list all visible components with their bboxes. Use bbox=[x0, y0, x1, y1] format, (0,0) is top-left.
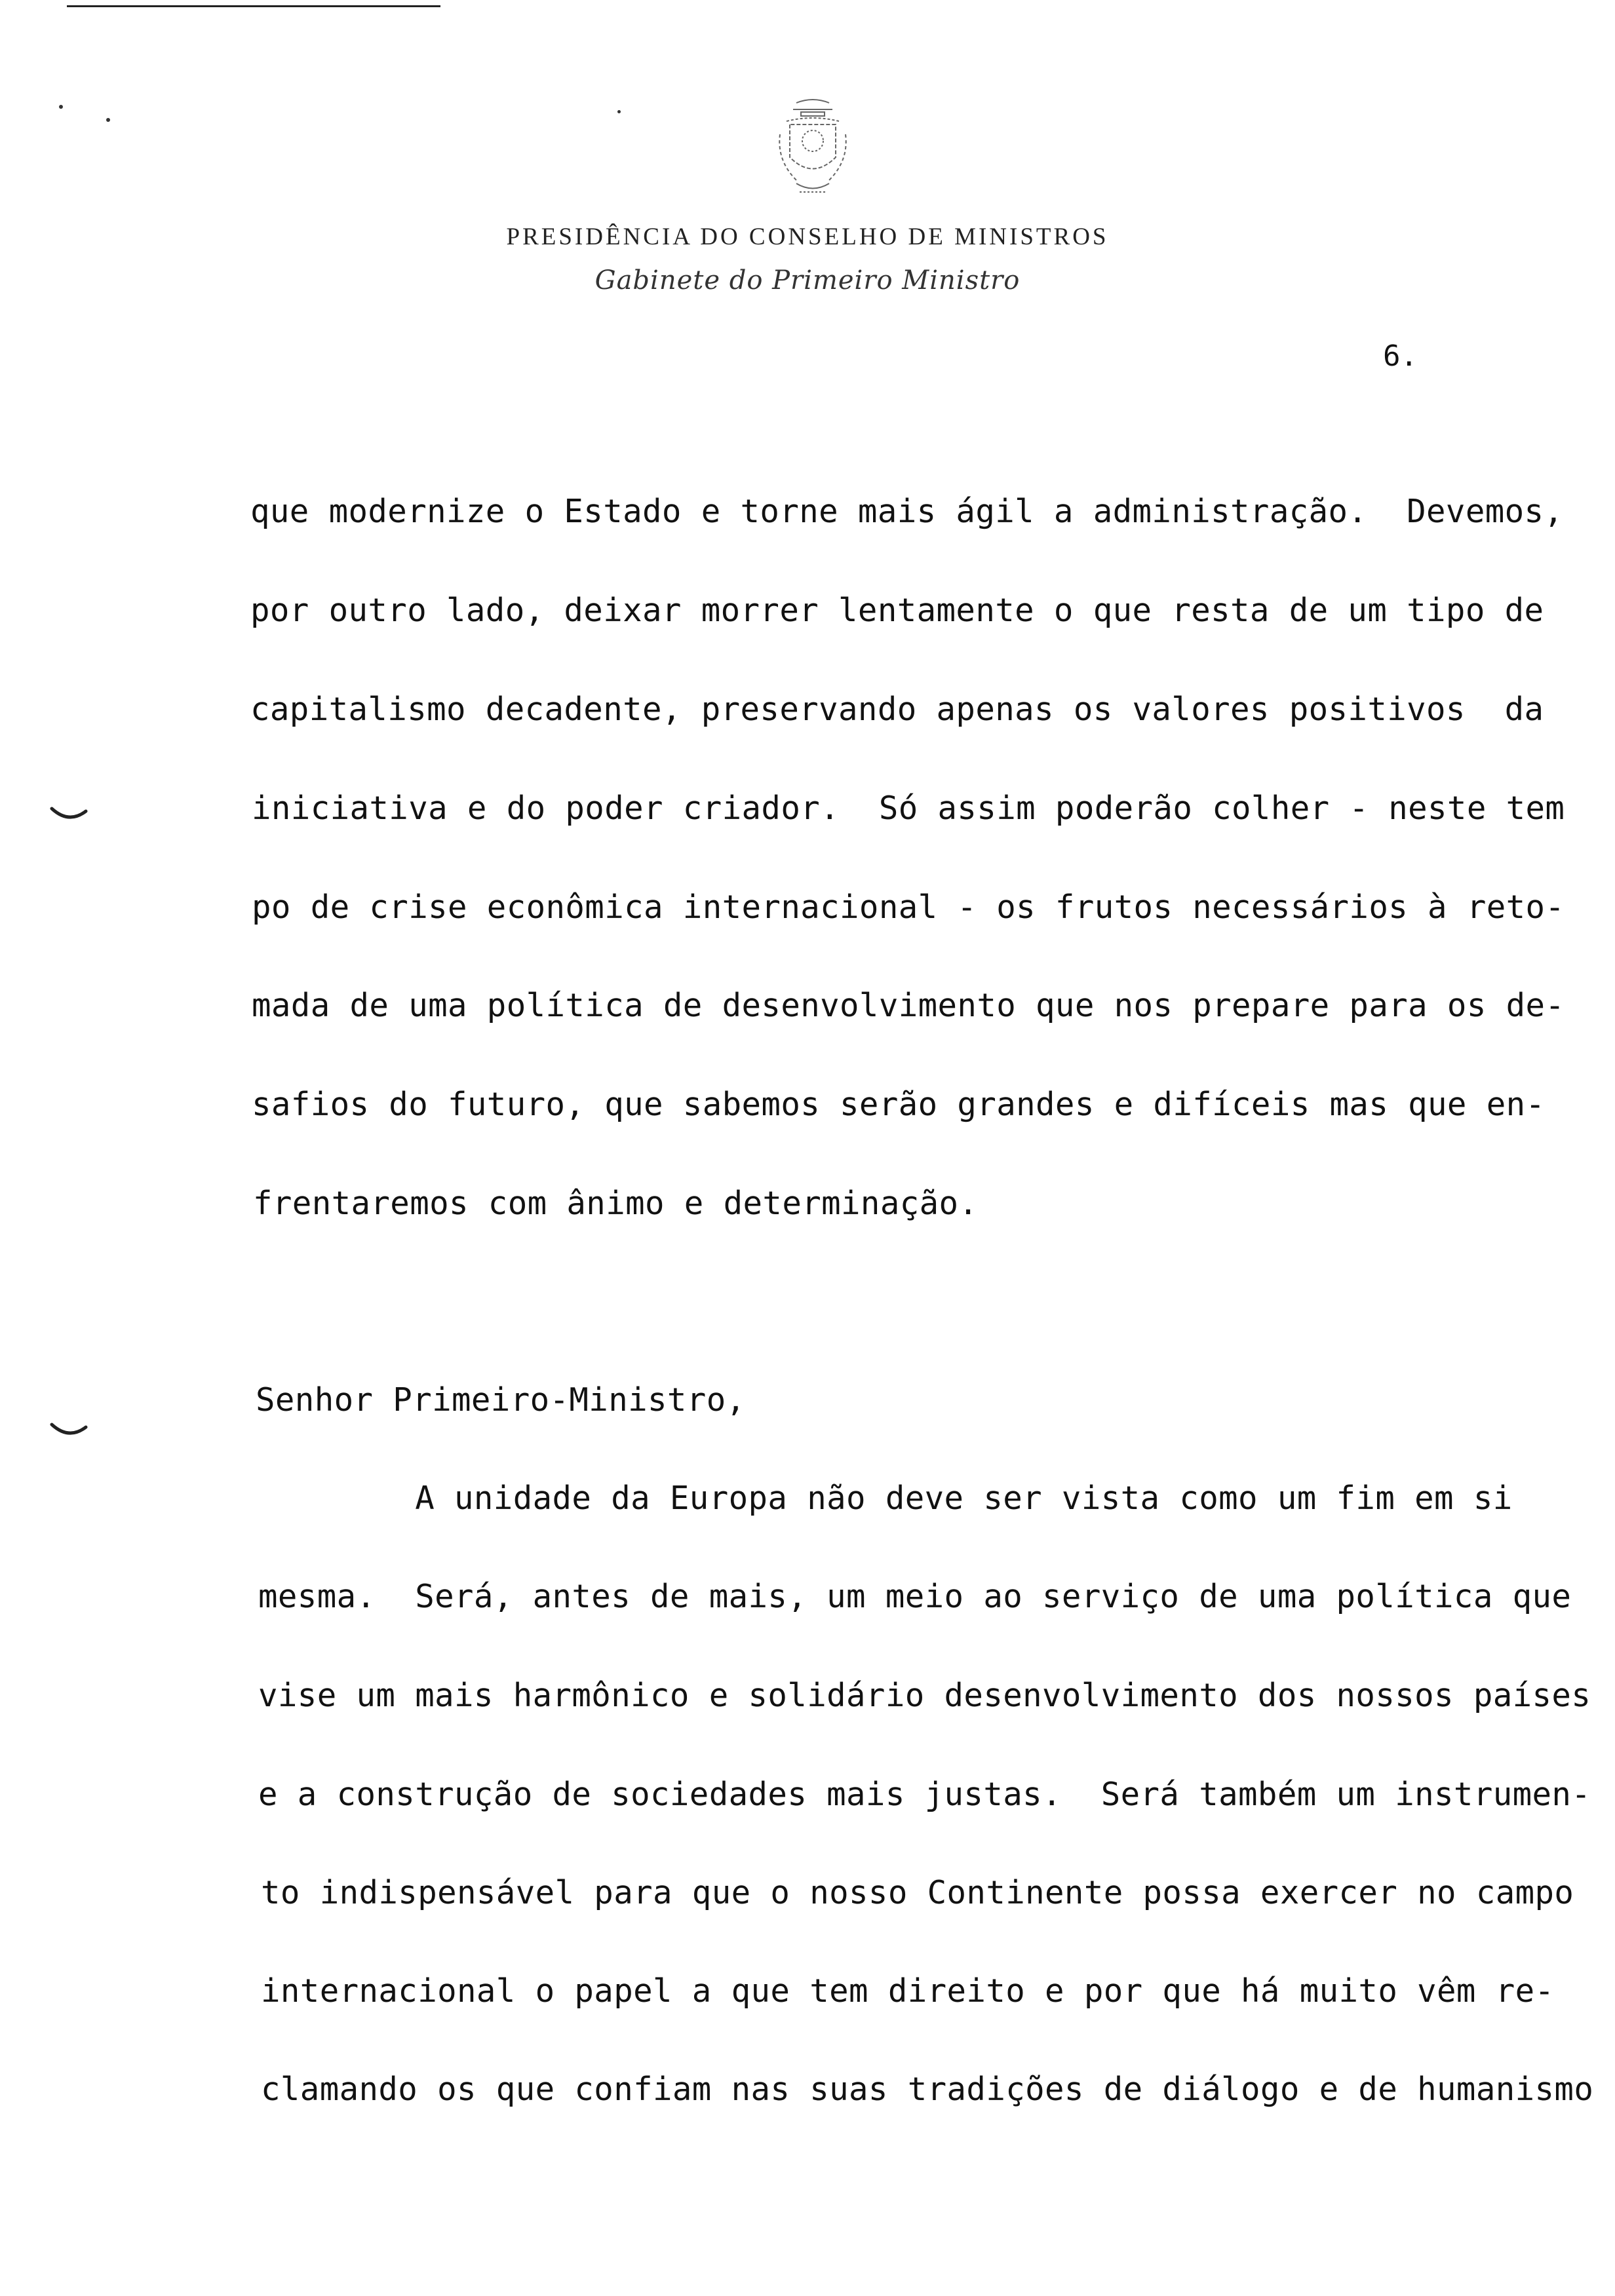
page-number: 6. bbox=[1383, 339, 1418, 373]
body-line: mesma. Será, antes de mais, um meio ao serviço de uma política que bbox=[258, 1578, 1572, 1615]
scan-speck bbox=[59, 105, 63, 109]
body-line: iniciativa e do poder criador. Só assim poderão colher - neste tem bbox=[252, 790, 1565, 827]
scan-speck bbox=[106, 118, 110, 122]
body-line: safios do futuro, que sabemos serão grandes e difíceis mas que en- bbox=[252, 1086, 1546, 1123]
body-line: po de crise econômica internacional - os frutos necessários à reto- bbox=[252, 889, 1565, 926]
margin-tick-mark bbox=[49, 1421, 88, 1447]
scan-speck bbox=[617, 110, 621, 113]
top-rule bbox=[67, 5, 440, 7]
body-line: que modernize o Estado e torne mais ágil a administração. Devemos, bbox=[250, 493, 1564, 530]
body-line: capitalismo decadente, preservando apenas os valores positivos da bbox=[250, 691, 1544, 728]
body-line: to indispensável para que o nosso Continente possa exercer no campo bbox=[261, 1874, 1574, 1911]
body-line: frentaremos com ânimo e determinação. bbox=[253, 1185, 979, 1222]
body-line: internacional o papel a que tem direito e por que há muito vêm re- bbox=[261, 1972, 1555, 2010]
coat-of-arms-icon bbox=[760, 95, 865, 206]
body-line: clamando os que confiam nas suas tradições de diálogo e de humanismo bbox=[261, 2071, 1594, 2108]
body-line: mada de uma política de desenvolvimento que nos prepare para os de- bbox=[252, 987, 1565, 1024]
letterhead-institution: PRESIDÊNCIA DO CONSELHO DE MINISTROS bbox=[506, 223, 1109, 250]
body-line: e a construção de sociedades mais justas. Será também um instrumen- bbox=[258, 1776, 1591, 1813]
salutation: Senhor Primeiro-Ministro, bbox=[256, 1381, 746, 1419]
body-line: A unidade da Europa não deve ser vista como um fim em si bbox=[258, 1480, 1513, 1517]
body-line: por outro lado, deixar morrer lentamente o que resta de um tipo de bbox=[250, 592, 1544, 629]
margin-tick-mark bbox=[49, 805, 88, 831]
letterhead-office: Gabinete do Primeiro Ministro bbox=[594, 265, 1021, 296]
body-line: vise um mais harmônico e solidário desenvolvimento dos nossos países bbox=[258, 1677, 1591, 1714]
